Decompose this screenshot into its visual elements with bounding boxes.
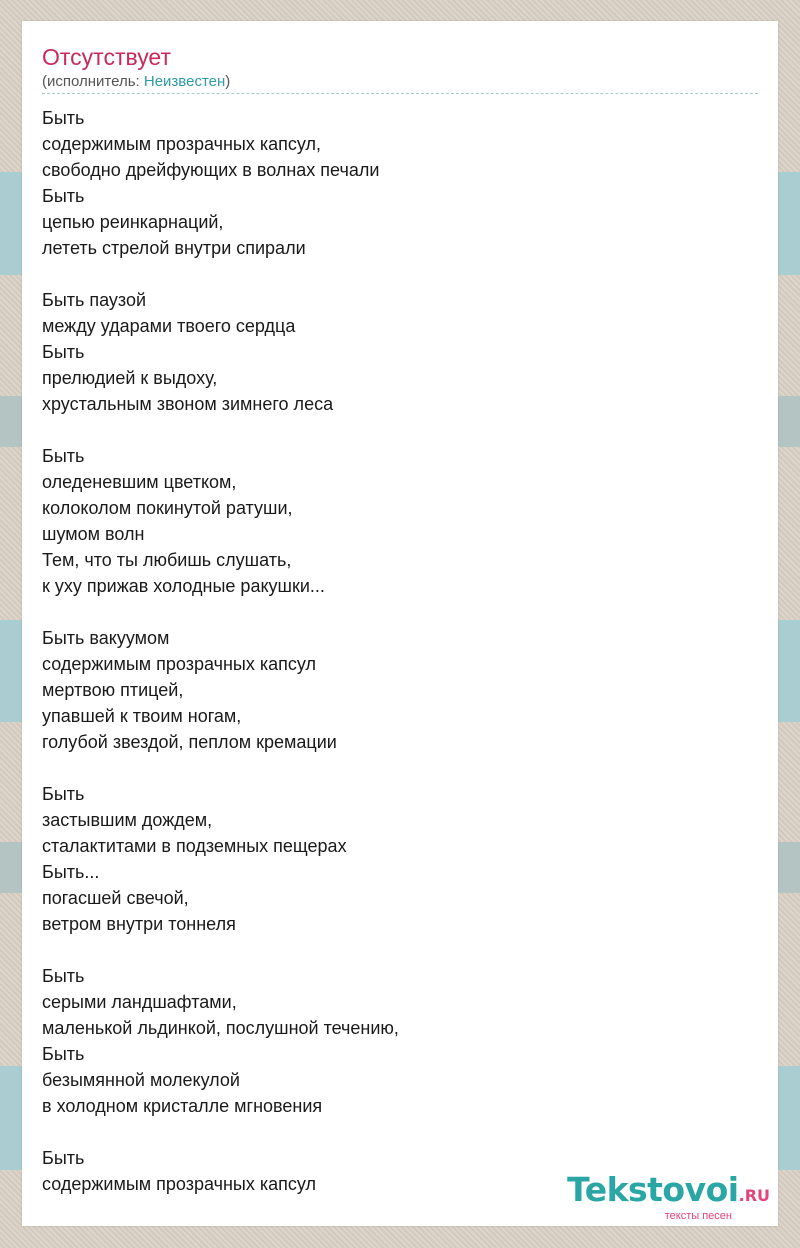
- lyric-line: свободно дрейфующих в волнах печали: [42, 160, 380, 180]
- lyric-line: сталактитами в подземных пещерах: [42, 836, 347, 856]
- lyric-line: Быть: [42, 108, 85, 128]
- lyric-line: Быть: [42, 1148, 85, 1168]
- lyrics-card: [22, 21, 778, 1226]
- lyric-line: между ударами твоего сердца: [42, 316, 296, 336]
- lyric-line: [42, 755, 399, 781]
- lyric-line: [42, 261, 399, 287]
- logo-wordmark: [567, 1172, 770, 1214]
- song-meta: [42, 72, 230, 92]
- lyric-line: цепью реинкарнаций,: [42, 212, 224, 232]
- lyric-line: Быть: [42, 446, 85, 466]
- lyric-line: Быть: [42, 784, 85, 804]
- song-title: Отсутствует: [42, 44, 171, 70]
- lyric-line: к уху прижав холодные ракушки...: [42, 576, 325, 596]
- lyric-line: безымянной молекулой: [42, 1070, 240, 1090]
- lyric-line: лететь стрелой внутри спирали: [42, 238, 306, 258]
- lyric-line: содержимым прозрачных капсул,: [42, 134, 321, 154]
- artist-link[interactable]: Неизвестен: [143, 73, 226, 90]
- lyric-line: [42, 1119, 399, 1145]
- lyric-line: ветром внутри тоннеля: [42, 914, 236, 934]
- lyric-line: Быть: [42, 1044, 85, 1064]
- lyric-line: Быть...: [42, 862, 100, 882]
- lyric-line: шумом волн: [42, 524, 145, 544]
- lyric-line: маленькой льдинкой, послушной течению,: [42, 1018, 399, 1038]
- lyric-line: [42, 417, 399, 443]
- lyric-line: в холодном кристалле мгновения: [42, 1096, 323, 1116]
- lyric-line: мертвою птицей,: [42, 680, 184, 700]
- logo-tagline: тексты песен: [664, 1210, 732, 1222]
- lyrics-text: [42, 105, 399, 1197]
- lyric-line: содержимым прозрачных капсул: [42, 654, 316, 674]
- lyric-line: [42, 937, 399, 963]
- lyric-line: голубой звездой, пеплом кремации: [42, 732, 337, 752]
- logo-name: Tekstovoi: [567, 1170, 739, 1209]
- lyric-line: [42, 599, 399, 625]
- lyric-line: колоколом покинутой ратуши,: [42, 498, 293, 518]
- meta-prefix: (исполнитель:: [42, 73, 144, 90]
- lyric-line: застывшим дождем,: [42, 810, 213, 830]
- lyric-line: содержимым прозрачных капсул: [42, 1174, 316, 1194]
- lyric-line: Быть: [42, 186, 85, 206]
- header-divider: [42, 93, 758, 94]
- lyric-line: Быть: [42, 342, 85, 362]
- lyric-line: Быть вакуумом: [42, 628, 170, 648]
- lyric-line: Быть: [42, 966, 85, 986]
- lyric-line: оледеневшим цветком,: [42, 472, 237, 492]
- lyric-line: прелюдией к выдоху,: [42, 368, 218, 388]
- lyric-line: хрустальным звоном зимнего леса: [42, 394, 334, 414]
- lyric-line: серыми ландшафтами,: [42, 992, 237, 1012]
- lyric-line: Быть паузой: [42, 290, 147, 310]
- lyric-line: Тем, что ты любишь слушать,: [42, 550, 292, 570]
- meta-suffix: ): [225, 73, 231, 90]
- site-logo[interactable]: [567, 1172, 770, 1222]
- lyric-line: погасшей свечой,: [42, 888, 189, 908]
- lyric-line: упавшей к твоим ногам,: [42, 706, 242, 726]
- logo-tld: .RU: [738, 1186, 770, 1205]
